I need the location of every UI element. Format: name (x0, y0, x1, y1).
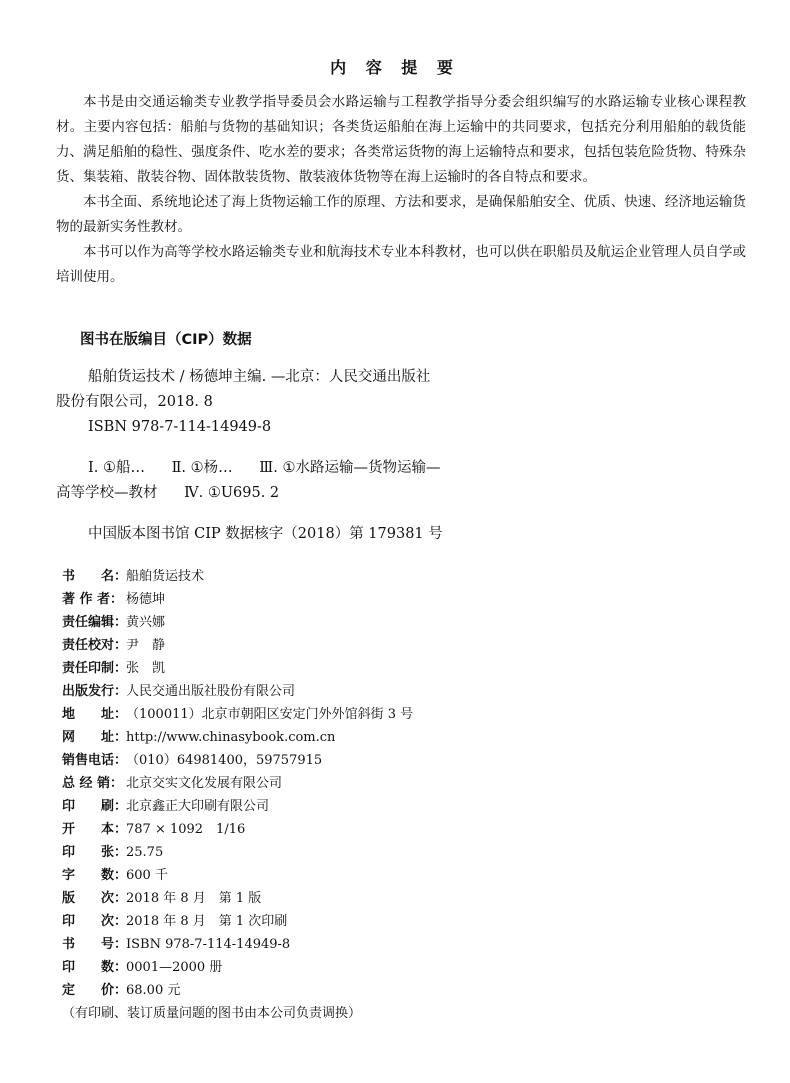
info-row (62, 818, 742, 841)
info-row (62, 841, 742, 864)
cip-class-2: Ⅱ. ①杨… (171, 460, 233, 476)
info-row (62, 956, 742, 979)
info-row (62, 795, 742, 818)
info-value: （010）64981400，59757915 (126, 753, 323, 768)
cip-publisher-line: 股份有限公司，2018. 8 (56, 394, 213, 410)
cip-heading: 图书在版编目（CIP）数据 (80, 332, 252, 348)
info-row (62, 703, 742, 726)
info-value: 黄兴娜 (126, 615, 166, 630)
info-label: 责任编辑： (62, 615, 128, 630)
info-row (62, 588, 742, 611)
info-row (62, 864, 742, 887)
info-label: 网 址： (62, 730, 128, 745)
summary-paragraph-3: 本书可以作为高等学校水路运输类专业和航海技术专业本科教材，也可以供在职船员及航运企业管理人员自学或培训使用。 (56, 244, 746, 285)
info-label: 印 张： (62, 845, 128, 860)
summary-paragraph-2: 本书全面、系统地论述了海上货物运输工作的原理、方法和要求，是确保船舶安全、优质、快速、经济地运输货物的最新实务性教材。 (56, 194, 746, 235)
info-label: 出版发行： (62, 684, 128, 699)
info-value: 张 凯 (126, 661, 166, 676)
info-label: 责任校对： (62, 638, 128, 653)
info-row (62, 657, 742, 680)
info-value: 600 千 (126, 868, 168, 883)
cip-class-1: Ⅰ. ①船… (88, 460, 145, 476)
info-row (62, 749, 742, 772)
info-row (62, 979, 742, 1002)
info-row (62, 611, 742, 634)
cip-class-4: Ⅳ. ①U695. 2 (184, 485, 280, 501)
cip-class-line-1 (80, 456, 740, 481)
info-label: 印 数： (62, 960, 128, 975)
info-label: 定 价： (62, 983, 128, 998)
info-value: 25.75 (126, 845, 164, 860)
info-value: 人民交通出版社股份有限公司 (126, 684, 296, 699)
cip-class-3: Ⅲ. ①水路运输—货物运输— (259, 460, 441, 476)
cip-number: 中国版本图书馆 CIP 数据核字（2018）第 179381 号 (88, 526, 443, 542)
info-label: 著 作 者： (62, 592, 124, 607)
info-label: 字 数： (62, 868, 128, 883)
cip-classification (56, 456, 740, 506)
info-value: 2018 年 8 月 第 1 版 (126, 891, 262, 906)
publication-info (62, 565, 742, 1025)
info-row (62, 910, 742, 933)
info-value: 北京鑫正大印刷有限公司 (126, 799, 270, 814)
info-label: 书 号： (62, 937, 128, 952)
cip-section (56, 328, 740, 547)
cip-title-line: 船舶货运技术 / 杨德坤主编. —北京：人民交通出版社 (88, 369, 431, 385)
info-row (62, 887, 742, 910)
info-label: 总 经 销： (62, 776, 124, 791)
page-title: 内 容 提 要 (330, 58, 460, 77)
info-value: 0001—2000 册 (126, 960, 223, 975)
website-link[interactable]: http://www.chinasybook.com.cn (126, 730, 336, 745)
info-row (62, 772, 742, 795)
info-value: 787 × 1092 1/16 (126, 822, 246, 837)
info-label: 开 本： (62, 822, 128, 837)
info-value: 杨德坤 (126, 592, 166, 607)
info-row (62, 634, 742, 657)
cip-isbn: ISBN 978-7-114-14949-8 (88, 419, 272, 435)
info-label: 地 址： (62, 707, 128, 722)
info-row (62, 680, 742, 703)
quality-note: （有印刷、装订质量问题的图书由本公司负责调换） (62, 1006, 362, 1021)
info-label: 印 刷： (62, 799, 128, 814)
info-value: ISBN 978-7-114-14949-8 (126, 937, 291, 952)
info-label: 书 名： (62, 569, 128, 584)
info-label: 销售电话： (62, 753, 128, 768)
info-label: 责任印制： (62, 661, 128, 676)
cip-entry (56, 365, 740, 440)
info-label: 版 次： (62, 891, 128, 906)
info-value: （100011）北京市朝阳区安定门外外馆斜街 3 号 (126, 707, 414, 722)
info-label: 印 次： (62, 914, 128, 929)
cip-class-3-cont: 高等学校—教材 (56, 485, 158, 501)
cip-class-line-2 (56, 481, 740, 506)
info-row (62, 933, 742, 956)
info-row (62, 565, 742, 588)
summary-paragraph-1: 本书是由交通运输类专业教学指导委员会水路运输与工程教学指导分委会组织编写的水路运输专业核心课程教材。主要内容包括：船舶与货物的基础知识；各类货运船舶在海上运输中的共同要求，包括充分利用船舶的载货能力、满足船舶的稳性、强度条件、吃水差的要求；各类常运货物的海上运输特点和要求，包括包装危险货物、特殊杂货、集装箱、散装谷物、固体散装货物、散装液体货物等在海上运输时的各自特点和要求。 (56, 94, 746, 185)
info-value: 北京交实文化发展有限公司 (126, 776, 283, 791)
info-value: 68.00 元 (126, 983, 181, 998)
info-value: 船舶货运技术 (126, 569, 205, 584)
info-row (62, 726, 742, 749)
info-value: 尹 静 (126, 638, 166, 653)
summary-section (56, 90, 746, 290)
info-value: 2018 年 8 月 第 1 次印刷 (126, 914, 288, 929)
